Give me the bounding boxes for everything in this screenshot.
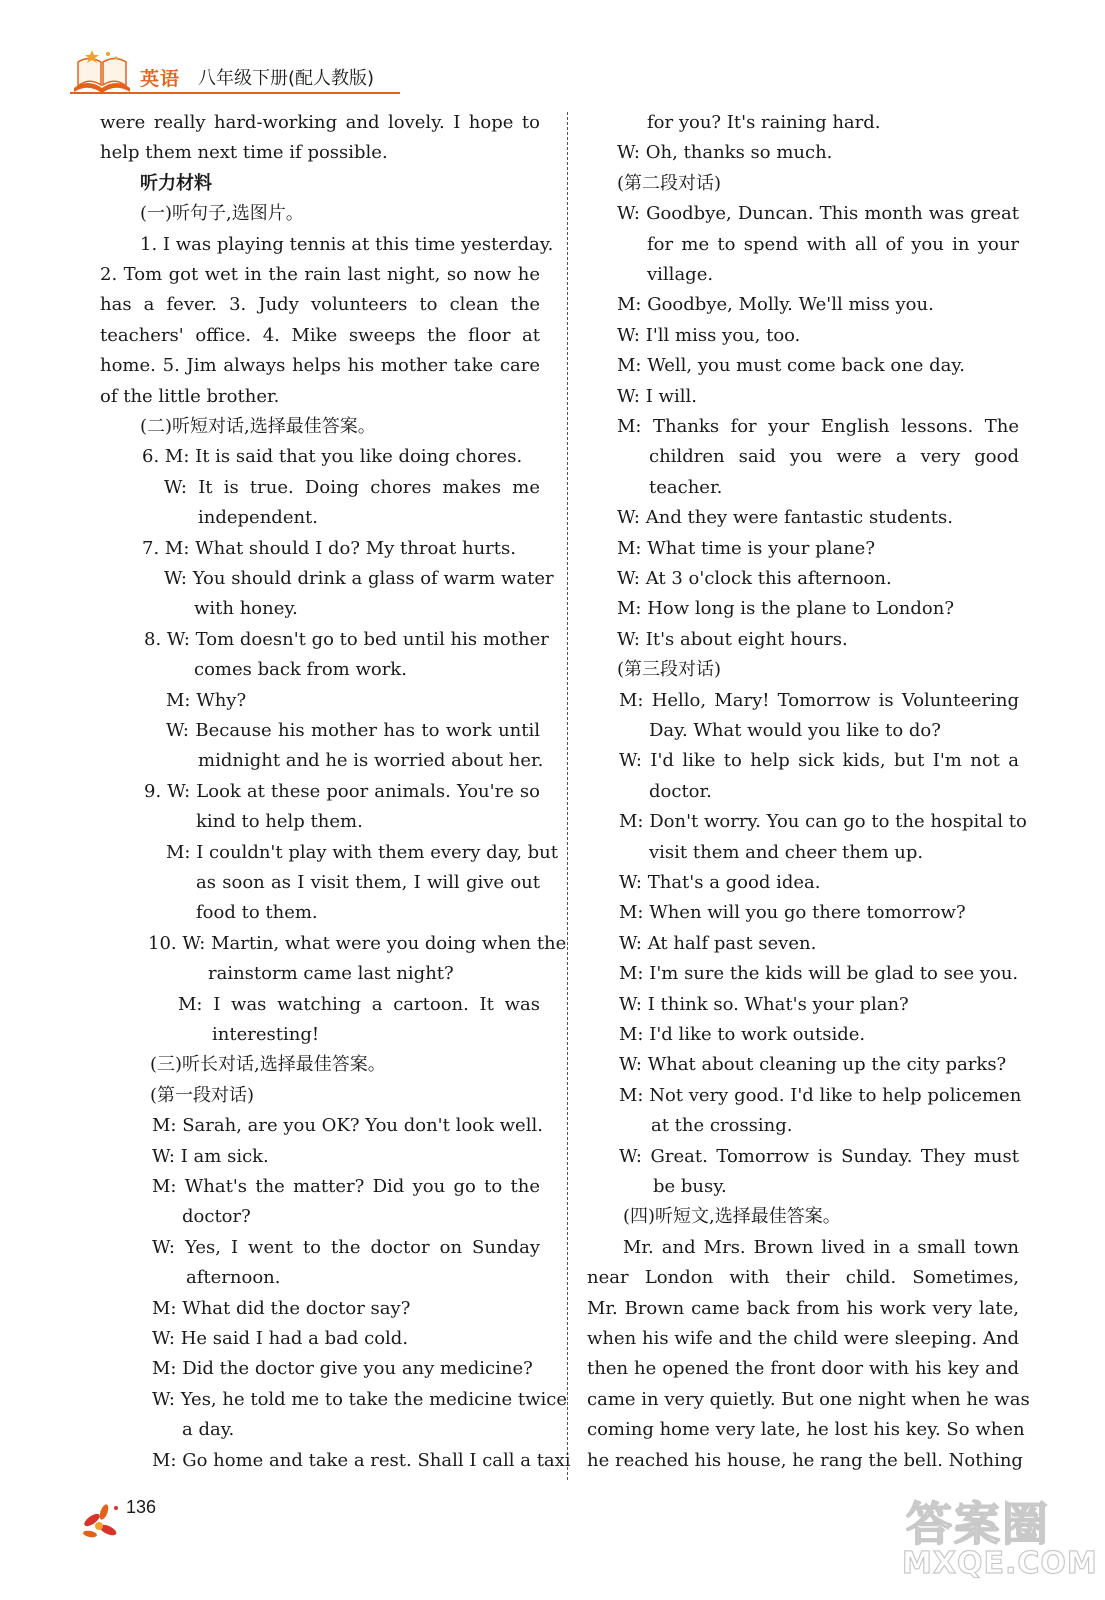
text-line: (第一段对话): [150, 1084, 255, 1106]
text-line: W: Great. Tomorrow is Sunday. They must: [619, 1145, 1019, 1167]
text-line: W: I am sick.: [152, 1145, 269, 1167]
text-line: a day.: [182, 1419, 235, 1441]
text-line: M: Thanks for your English lessons. The: [617, 416, 1019, 437]
text-line: be busy.: [653, 1176, 727, 1197]
text-line: food to them.: [196, 902, 318, 924]
text-line: teachers' office. 4. Mike sweeps the floor at: [100, 324, 540, 346]
text-line: Mr. Brown came back from his work very late,: [587, 1297, 1019, 1319]
page-number: 136: [126, 1497, 157, 1517]
text-line: M: What did the doctor say?: [152, 1297, 411, 1319]
text-line: (第二段对话): [617, 172, 722, 194]
text-line: (二)听短对话,选择最佳答案。: [140, 416, 376, 437]
text-line: village.: [647, 264, 714, 285]
text-line: (第三段对话): [617, 659, 722, 681]
text-line: W: I think so. What's your plan?: [619, 993, 909, 1015]
column-divider: [567, 112, 568, 1480]
text-line: M: Goodbye, Molly. We'll miss you.: [617, 294, 934, 316]
text-line: M: What's the matter? Did you go to the: [152, 1176, 540, 1197]
text-line: W: Yes, he told me to take the medicine twice: [152, 1388, 568, 1410]
text-line: has a fever. 3. Judy volunteers to clean the: [100, 294, 540, 316]
text-line: (一)听句子,选图片。: [140, 203, 304, 225]
text-line: 1. I was playing tennis at this time yesterday.: [140, 233, 554, 255]
text-line: for me to spend with all of you in your: [647, 233, 1019, 255]
text-line: coming home very late, he lost his key. So when: [587, 1419, 1025, 1441]
text-line: M: Go home and take a rest. Shall I call a taxi: [152, 1449, 571, 1471]
text-line: 8. W: Tom doesn't go to bed until his mother: [144, 628, 549, 650]
text-line: W: What about cleaning up the city parks?: [619, 1054, 1007, 1076]
text-line: 7. M: What should I do? My throat hurts.: [142, 537, 516, 559]
text-line: W: I will.: [617, 385, 697, 407]
text-line: when his wife and the child were sleeping. And: [587, 1328, 1019, 1349]
text-line: M: Sarah, are you OK? You don't look well.: [152, 1115, 543, 1137]
text-line: W: You should drink a glass of warm water: [164, 568, 554, 589]
watermark-chinese: 答案圈: [906, 1497, 1050, 1551]
text-line: W: It is true. Doing chores makes me: [164, 476, 540, 498]
text-line: Day. What would you like to do?: [649, 720, 941, 741]
text-line: M: Did the doctor give you any medicine?: [152, 1358, 533, 1380]
text-line: W: That's a good idea.: [619, 872, 821, 893]
grade-subtitle: 八年级下册(配人教版): [198, 68, 375, 89]
text-line: W: Goodbye, Duncan. This month was great: [617, 203, 1019, 225]
text-line: Mr. and Mrs. Brown lived in a small town: [623, 1236, 1019, 1258]
text-line: afternoon.: [186, 1267, 281, 1289]
text-line: W: He said I had a bad cold.: [152, 1328, 409, 1349]
open-book-icon: [70, 48, 134, 96]
text-line: comes back from work.: [194, 659, 407, 681]
text-line: M: I'd like to work outside.: [619, 1024, 866, 1045]
text-line: interesting!: [212, 1024, 320, 1045]
text-line: W: And they were fantastic students.: [617, 507, 953, 529]
text-line: M: How long is the plane to London?: [617, 598, 954, 620]
text-line: teacher.: [649, 476, 723, 498]
watermark: [900, 1488, 1098, 1588]
text-line: W: It's about eight hours.: [617, 628, 848, 650]
text-line: of the little brother.: [100, 385, 280, 407]
text-line: help them next time if possible.: [100, 142, 388, 164]
text-line: at the crossing.: [651, 1115, 793, 1137]
text-line: M: I'm sure the kids will be glad to see you.: [619, 963, 1019, 985]
text-line: 听力材料: [140, 172, 212, 194]
text-line: 9. W: Look at these poor animals. You're so: [144, 780, 540, 802]
text-line: as soon as I visit them, I will give out: [196, 872, 540, 893]
text-line: W: I'll miss you, too.: [617, 324, 801, 346]
text-line: visit them and cheer them up.: [649, 841, 924, 863]
text-line: M: Don't worry. You can go to the hospital to: [619, 811, 1027, 833]
text-line: then he opened the front door with his key and: [587, 1358, 1019, 1380]
text-line: W: At half past seven.: [619, 932, 817, 954]
text-line: W: Oh, thanks so much.: [617, 142, 833, 164]
text-line: M: I couldn't play with them every day, but: [166, 841, 559, 863]
text-line: M: I was watching a cartoon. It was: [178, 993, 540, 1015]
subject-title: 英语: [140, 68, 181, 90]
text-line: M: Why?: [166, 689, 247, 711]
watermark-url: MXQE.COM: [902, 1546, 1098, 1581]
text-line: 6. M: It is said that you like doing chores.: [142, 446, 523, 468]
text-line: children said you were a very good: [649, 446, 1019, 468]
text-line: M: Well, you must come back one day.: [617, 355, 965, 377]
text-line: doctor?: [182, 1206, 251, 1228]
text-line: 2. Tom got wet in the rain last night, so now he: [100, 264, 540, 285]
text-line: came in very quietly. But one night when he was: [587, 1388, 1030, 1410]
text-line: W: Because his mother has to work until: [166, 720, 540, 741]
text-line: W: I'd like to help sick kids, but I'm not a: [619, 750, 1019, 772]
text-line: W: Yes, I went to the doctor on Sunday: [152, 1236, 540, 1258]
page-header: [70, 44, 470, 96]
text-line: independent.: [198, 507, 319, 529]
text-line: (三)听长对话,选择最佳答案。: [150, 1054, 386, 1076]
text-line: M: Not very good. I'd like to help policemen: [619, 1084, 1022, 1106]
text-line: he reached his house, he rang the bell. Nothing: [587, 1449, 1023, 1471]
text-line: M: When will you go there tomorrow?: [619, 902, 966, 924]
text-line: with honey.: [194, 598, 298, 620]
text-line: W: At 3 o'clock this afternoon.: [617, 568, 892, 589]
text-line: doctor.: [649, 780, 712, 802]
text-line: midnight and he is worried about her.: [198, 750, 544, 772]
text-line: rainstorm came last night?: [208, 963, 454, 985]
text-line: near London with their child. Sometimes,: [587, 1267, 1019, 1289]
text-line: M: What time is your plane?: [617, 537, 875, 559]
text-line: kind to help them.: [196, 811, 363, 833]
text-line: 10. W: Martin, what were you doing when the: [148, 932, 567, 954]
text-line: were really hard-working and lovely. I hope to: [100, 112, 540, 133]
text-line: M: Hello, Mary! Tomorrow is Volunteering: [619, 689, 1019, 711]
header-rule: [70, 92, 400, 94]
text-line: for you? It's raining hard.: [647, 112, 881, 133]
text-line: (四)听短文,选择最佳答案。: [623, 1206, 841, 1228]
text-line: home. 5. Jim always helps his mother take care: [100, 355, 540, 377]
